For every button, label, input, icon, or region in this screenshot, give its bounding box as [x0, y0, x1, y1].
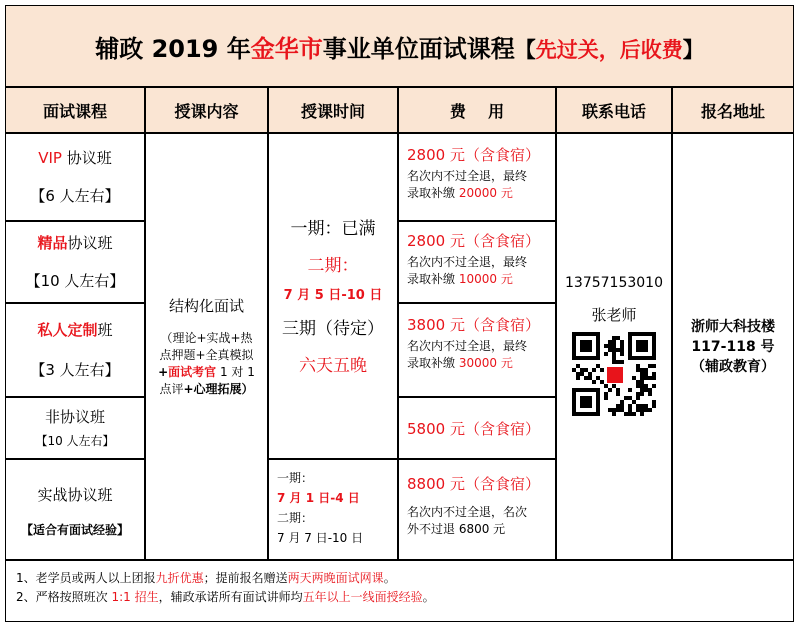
- fee-row-5: [398, 459, 556, 560]
- header-time: [268, 87, 398, 133]
- note-2c: ，辅政承诺所有面试讲师均: [158, 590, 303, 604]
- note-2a: 2、严格按照班次: [16, 590, 112, 604]
- schedule-bottom-phase2-date: 7 月 7 日-10 日: [277, 531, 364, 545]
- note-1e: 。: [383, 571, 396, 585]
- note-1b: 九折优惠: [155, 571, 204, 585]
- schedule-phase1: 一期：已满: [290, 219, 376, 239]
- title-bracket-right: 】: [682, 37, 704, 62]
- header-address-label: 报名地址: [700, 101, 765, 121]
- note-2b: 1:1 招生: [111, 590, 159, 604]
- course-name-red: 私人定制: [37, 321, 98, 339]
- fee-price: 5800 元（含食宿）: [407, 419, 540, 438]
- course-name: [38, 139, 112, 177]
- fee-note-2: [407, 185, 555, 202]
- note-1d: 两天两晚面试网课: [287, 571, 384, 585]
- note-2d: 五年以上一线面授经验: [302, 590, 423, 604]
- title-prefix: 辅政 2019 年: [95, 34, 251, 63]
- fee-row-4: [398, 397, 556, 459]
- header-course-label: 面试课程: [42, 101, 107, 121]
- course-size: 【3 人左右】: [30, 361, 120, 379]
- course-name-red: 精品: [37, 234, 68, 252]
- fee-price: 3800 元（含食宿）: [407, 316, 540, 334]
- schedule-phase2-date: 7 月 5 日-10 日: [283, 288, 383, 303]
- contact-cell: [556, 133, 672, 560]
- contact-name: 张老师: [591, 305, 637, 324]
- course-name: [37, 310, 112, 350]
- title-bracket-left: 【: [514, 37, 536, 62]
- fee-price: 8800 元（含食宿）: [407, 475, 540, 493]
- schedule-cell: [268, 133, 398, 459]
- header-address: [672, 87, 794, 133]
- course-row-custom: [5, 303, 145, 397]
- content-cell: [145, 133, 268, 560]
- note-2e: 。: [422, 590, 435, 604]
- course-size: 【适合有面试经验】: [20, 522, 129, 537]
- fee-note-1: 名次内不过全退，最终: [407, 255, 528, 269]
- header-fee-label: 费 用: [449, 101, 505, 121]
- fee-note-1: 名次内不过全退，名次: [407, 505, 528, 519]
- note-1: [16, 569, 793, 588]
- course-row-premium: [5, 221, 145, 303]
- fee-row-1: [398, 133, 556, 221]
- contact-phone: 13757153010: [565, 274, 663, 291]
- content-review: 点评: [159, 382, 184, 396]
- header-phone: [556, 87, 672, 133]
- content-plus: +: [158, 365, 169, 379]
- header-content: [145, 87, 268, 133]
- course-row-vip: [5, 133, 145, 221]
- schedule-phase2: 二期：: [307, 256, 359, 276]
- title-promo: 先过关，后收费: [535, 37, 683, 62]
- header-time-label: 授课时间: [300, 101, 365, 121]
- fee-row-2: [398, 221, 556, 303]
- content-detail-4: [159, 381, 253, 398]
- address-line1: 浙师大科技楼: [691, 318, 775, 335]
- header-course: [5, 87, 145, 133]
- schedule-bottom-phase1-date: 7 月 1 日-4 日: [277, 491, 360, 505]
- note-2: [16, 588, 793, 607]
- title-city: 金华市: [250, 34, 323, 63]
- course-size: 【10 人左右】: [25, 272, 125, 290]
- schedule-phase3: 三期（待定）: [282, 319, 384, 339]
- content-detail-2: 点押题+全真模拟: [159, 348, 254, 362]
- course-name: 实战协议班: [37, 485, 113, 504]
- content-main: 结构化面试: [168, 297, 244, 315]
- header-content-label: 授课内容: [174, 101, 239, 121]
- header-fee: [398, 87, 556, 133]
- course-name-black: 协议班: [67, 234, 113, 252]
- fee-note-1: 名次内不过全退，最终: [407, 339, 528, 353]
- course-name-black: 协议班: [61, 149, 112, 167]
- schedule-bottom-phase1: 一期：: [277, 471, 314, 485]
- page-title: [95, 29, 704, 64]
- note-1c: ；提前报名赠送: [203, 571, 288, 585]
- course-name-red: VIP: [38, 149, 62, 167]
- fee-note-1: 名次内不过全退，最终: [407, 169, 528, 183]
- content-one-on-one: 1 对 1: [216, 365, 255, 379]
- fee-row-3: [398, 303, 556, 397]
- course-name: 非协议班: [44, 408, 105, 426]
- fee-note-2b: 20000 元: [458, 186, 513, 200]
- fee-price: 2800 元（含食宿）: [407, 232, 540, 250]
- header-phone-label: 联系电话: [581, 101, 646, 121]
- content-mental: +心理拓展）: [183, 382, 254, 396]
- course-name-black: 班: [97, 321, 113, 339]
- note-1a: 1、老学员或两人以上团报: [16, 571, 156, 585]
- fee-note-2b: 30000 元: [458, 356, 513, 370]
- fee-note-2: [407, 271, 555, 288]
- address-line3: （辅政教育）: [691, 358, 775, 375]
- schedule-bottom-cell: [268, 459, 398, 560]
- course-name: [37, 224, 112, 262]
- fee-note-2a: 录取补缴: [407, 186, 459, 200]
- course-row-nonprotocol: [5, 397, 145, 459]
- content-examiner: 面试考官: [168, 365, 217, 379]
- schedule-phase3-note: 六天五晚: [299, 356, 367, 376]
- course-row-practical: [5, 459, 145, 560]
- schedule-bottom-phase2: 二期：: [277, 511, 314, 525]
- content-detail-3: [158, 364, 255, 381]
- course-size: 【6 人左右】: [30, 187, 120, 205]
- address-cell: [672, 133, 794, 560]
- fee-note-2: 外不过退 6800 元: [407, 522, 506, 536]
- fee-note-2a: 录取补缴: [407, 272, 459, 286]
- title-banner: [5, 5, 794, 87]
- address-line2: 117-118 号: [691, 338, 775, 355]
- qr-code-icon: [572, 332, 656, 416]
- content-detail-1: （理论+实战+热: [160, 331, 253, 345]
- fee-note-2b: 10000 元: [458, 272, 513, 286]
- title-middle: 事业单位面试课程: [322, 34, 515, 63]
- course-size: 【10 人左右】: [35, 434, 115, 448]
- fee-note-2: [407, 355, 555, 372]
- notes-box: [5, 560, 794, 622]
- fee-note-2a: 录取补缴: [407, 356, 459, 370]
- fee-price: 2800 元（含食宿）: [407, 146, 540, 164]
